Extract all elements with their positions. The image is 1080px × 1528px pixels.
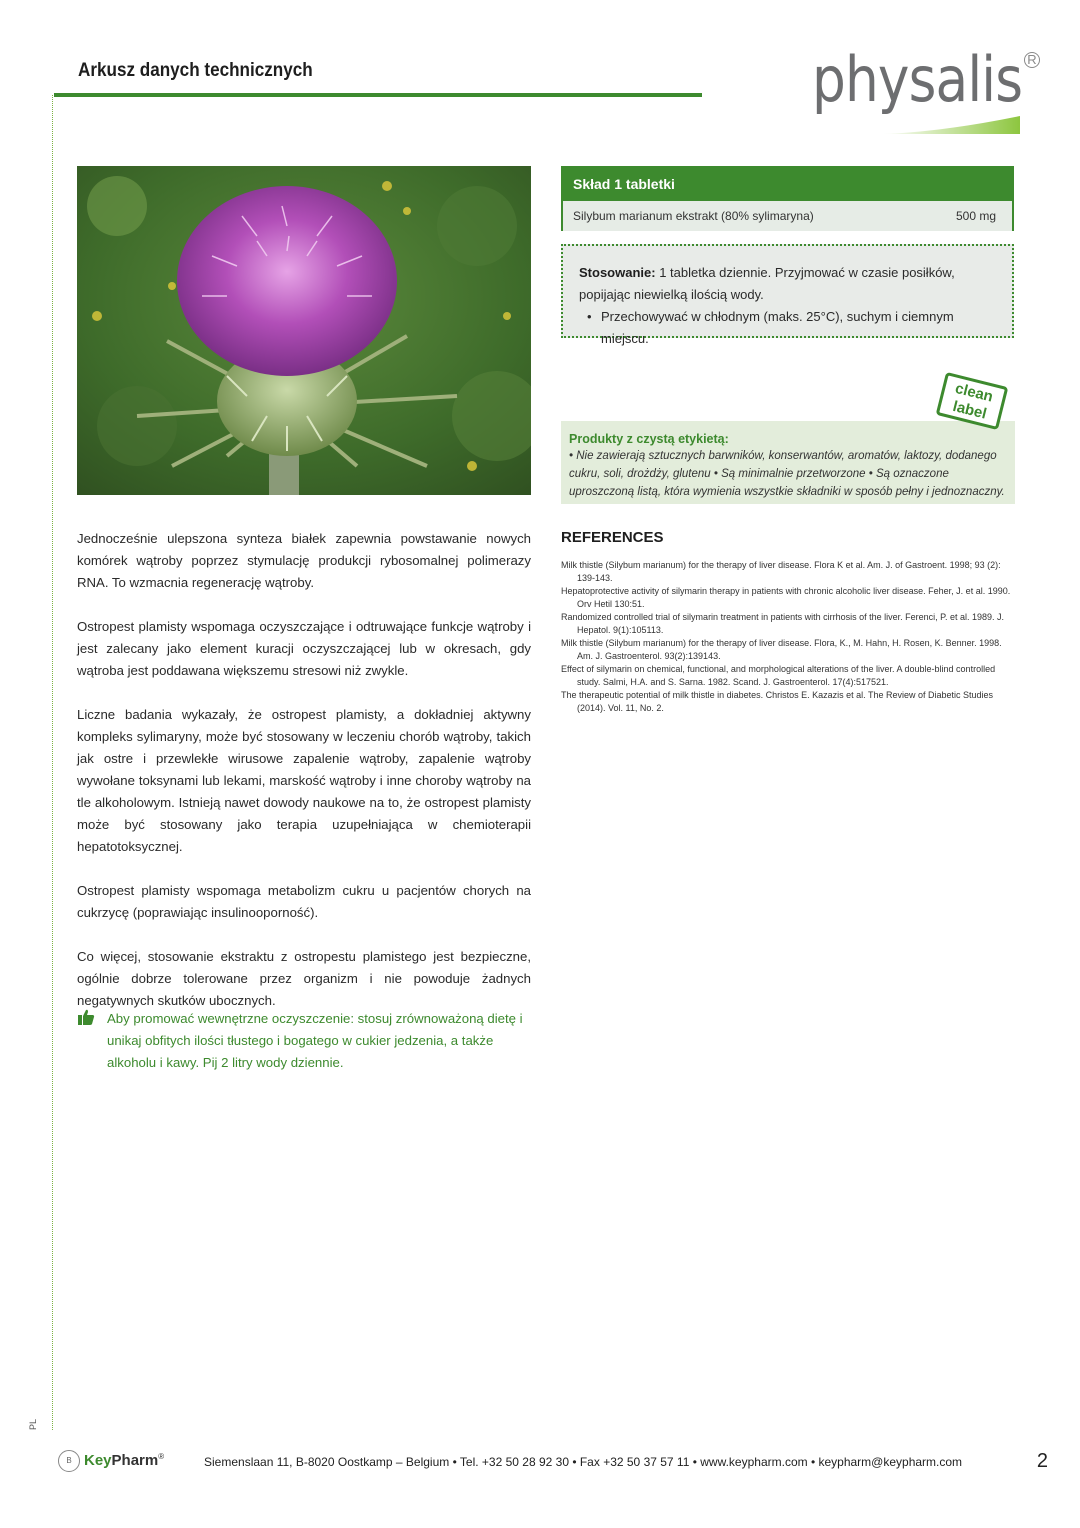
references-title: REFERENCES bbox=[561, 529, 664, 546]
body-paragraph: Ostropest plamisty wspomaga oczyszczające i odtruwające funkcje wątroby i jest zalecany jako element kuracji oczyszczającej lub w okresach, gdy wątroba jest poddawana większemu stresowi niż zwykle. bbox=[77, 619, 531, 678]
ingredient-amount: 500 mg bbox=[955, 209, 996, 223]
composition-title: Skład 1 tabletki bbox=[563, 168, 1012, 201]
clean-label-box bbox=[561, 421, 1015, 504]
tip-text: Aby promować wewnętrzne oczyszczenie: stosuj zrównoważoną dietę i unikaj obfitych ilości tłustego i bogatego w cukier jedzenia, a także alkoholu i kawy. Pij 2 litry wody dziennie. bbox=[107, 1011, 523, 1070]
usage-label: Stosowanie: bbox=[579, 265, 656, 280]
logo-swoosh bbox=[882, 112, 1022, 136]
physalis-logo bbox=[812, 40, 1042, 140]
margin-dotted-line bbox=[52, 95, 53, 1430]
body-paragraph: Liczne badania wykazały, że ostropest plamisty, a dokładniej aktywny kompleks sylimaryny, może być stosowany w leczeniu chorób wątroby, takich jak ostre i przewlekłe wirusowe zapalenie wątroby, zapalenie wątroby wywołane toksynami lub lekami, marskość wątroby i inne choroby wątroby na tle alkoholowym. Istnieją nawet dowody naukowe na to, że ostropest plamisty może być stosowany jako terapia uzupełniająca w chemioterapii hepatotoksycznej. bbox=[77, 707, 531, 854]
thumbs-up-icon bbox=[77, 1008, 95, 1026]
reference-item: Milk thistle (Silybum marianum) for the therapy of liver disease. Flora, K., M. Hahn, H. Rosen, K. Benner. 1998. Am. J. Gastroenterol. 93(2):139143. bbox=[561, 638, 1002, 661]
usage-text bbox=[579, 262, 998, 306]
body-paragraph: Co więcej, stosowanie ekstraktu z ostropestu plamistego jest bezpieczne, ogólnie dobrze tolerowane przez organizm i nie powoduje żadnych negatywnych skutków ubocznych. bbox=[77, 949, 531, 1008]
reference-item: Randomized controlled trial of silymarin treatment in patients with cirrhosis of the liver. Ferenci, P. et al. 1989. J. Hepatol. 9(1):105113. bbox=[561, 612, 1005, 635]
ingredient-name: Silybum marianum ekstrakt (80% sylimaryna) bbox=[573, 209, 814, 223]
usage-box bbox=[561, 244, 1014, 346]
body-paragraph: Ostropest plamisty wspomaga metabolizm cukru u pacjentów chorych na cukrzycę (poprawiając insulinooporność). bbox=[77, 883, 531, 920]
clean-label-text: • Nie zawierają sztucznych barwników, konserwantów, aromatów, laktozy, dodanego cukru, soli, drożdży, glutenu • Są minimalnie przetworzone • Są oznaczone uproszczoną listą, która wymienia wszystkie składniki w sposób pełny i jednoznaczny. bbox=[569, 450, 1005, 498]
reference-item: Hepatoprotective activity of silymarin therapy in patients with chronic alcoholic liver disease. Feher, J. et al. 1990. Orv Hetil 130:51. bbox=[561, 586, 1011, 609]
keypharm-logo-prefix: Key bbox=[84, 1452, 112, 1469]
language-label: PL bbox=[28, 1418, 38, 1430]
page-title: Arkusz danych technicznych bbox=[78, 60, 313, 81]
clean-label-title: Produkty z czystą etykietą: bbox=[569, 432, 729, 446]
header-rule bbox=[54, 93, 702, 97]
body-text bbox=[77, 528, 531, 1034]
reference-item: Effect of silymarin on chemical, functional, and morphological alterations of the liver. A double-blind controlled study. Salmi, H.A. and S. Sarna. 1982. Scand. J. Gastroenterol. 17(4):517521. bbox=[561, 664, 996, 687]
keypharm-logo-suffix: Pharm bbox=[111, 1452, 159, 1469]
storage-instruction: • Przechowywać w chłodnym (maks. 25°C), suchym i ciemnym miejscu. bbox=[599, 306, 998, 350]
usage-description: 1 tabletka dziennie. Przyjmować w czasie posiłków, popijając niewielką ilością wody. bbox=[579, 265, 955, 302]
reference-item: The therapeutic potential of milk thistle in diabetes. Christos E. Kazazis et al. The Review of Diabetic Studies (2014). Vol. 11, No. 2. bbox=[561, 690, 994, 713]
registered-mark: R bbox=[1024, 52, 1040, 68]
certification-seal: B bbox=[58, 1450, 80, 1472]
page-number: 2 bbox=[1036, 1450, 1048, 1472]
footer-address: Siemenslaan 11, B-8020 Oostkamp – Belgium • Tel. +32 50 28 92 30 • Fax +32 50 37 57 11 • www.keypharm.com • keypharm@keypharm.com bbox=[204, 1455, 963, 1469]
footer bbox=[58, 1450, 1048, 1476]
stamp-line-2: label bbox=[951, 397, 989, 423]
stamp-line-1: clean bbox=[953, 379, 995, 406]
keypharm-reg-mark: ® bbox=[158, 1452, 165, 1461]
milk-thistle-photo bbox=[77, 166, 531, 495]
logo-wordmark: physalis bbox=[812, 43, 1023, 116]
references-list bbox=[561, 559, 1011, 715]
composition-row bbox=[563, 201, 1012, 231]
reference-item: Milk thistle (Silybum marianum) for the therapy of liver disease. Flora K et al. Am. J. of Gastroent. 1998; 93 (2): 139-143. bbox=[561, 560, 1001, 583]
body-paragraph: Jednocześnie ulepszona synteza białek zapewnia powstawanie nowych komórek wątroby poprzez stymulację produkcji rybosomalnej polimerazy RNA. To wzmacnia regenerację wątroby. bbox=[77, 531, 531, 590]
composition-box bbox=[561, 166, 1014, 231]
keypharm-logo bbox=[84, 1452, 164, 1469]
